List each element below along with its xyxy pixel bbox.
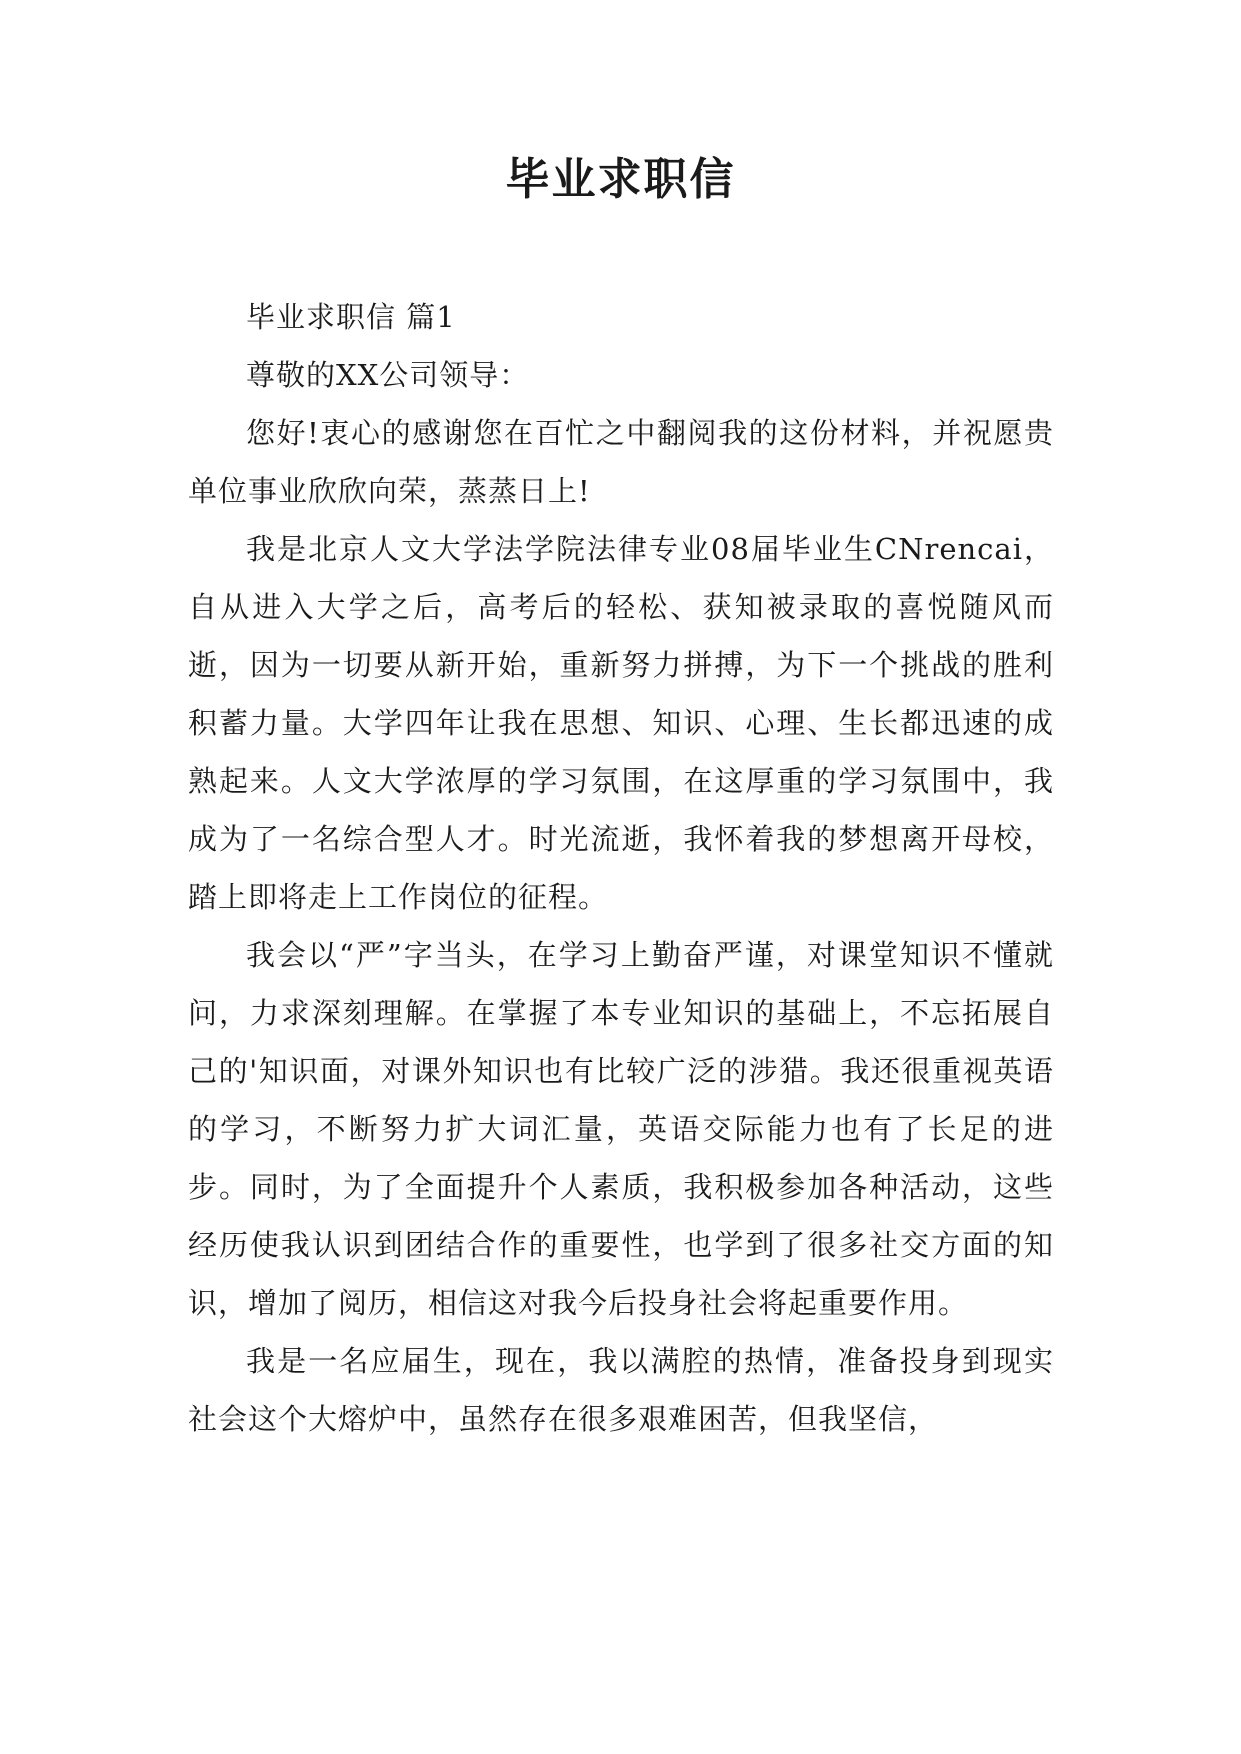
document-body — [188, 288, 1054, 1448]
paragraph-salutation: 尊敬的XX公司领导： — [246, 358, 530, 392]
paragraph-greeting: 您好!衷心的感谢您在百忙之中翻阅我的这份材料，并祝愿贵单位事业欣欣向荣，蒸蒸日上! — [188, 416, 1054, 508]
paragraph-introduction: 我是北京人文大学法学院法律专业08届毕业生CNrencai，自从进入大学之后，高考后的轻松、获知被录取的喜悦随风而逝，因为一切要从新开始，重新努力拼搏，为下一个挑战的胜利积蓄力量。大学四年让我在思想、知识、心理、生长都迅速的成熟起来。人文大学浓厚的学习氛围，在这厚重的学习氛围中，我成为了一名综合型人才。时光流逝，我怀着我的梦想离开母校，踏上即将走上工作岗位的征程。 — [188, 532, 1054, 914]
paragraph-heading: 毕业求职信 篇1 — [246, 300, 456, 334]
document-title: 毕业求职信 — [505, 154, 736, 205]
paragraph-study: 我会以“严”字当头，在学习上勤奋严谨，对课堂知识不懂就问，力求深刻理解。在掌握了本专业知识的基础上，不忘拓展自己的'知识面，对课外知识也有比较广泛的涉猎。我还很重视英语的学习，不断努力扩大词汇量，英语交际能力也有了长足的进步。同时，为了全面提升个人素质，我积极参加各种活动，这些经历使我认识到团结合作的重要性，也学到了很多社交方面的知识，增加了阅历，相信这对我今后投身社会将起重要作用。 — [188, 938, 1054, 1320]
paragraph-graduate: 我是一名应届生，现在，我以满腔的热情，准备投身到现实社会这个大熔炉中，虽然存在很多艰难困苦，但我坚信， — [188, 1344, 1054, 1436]
